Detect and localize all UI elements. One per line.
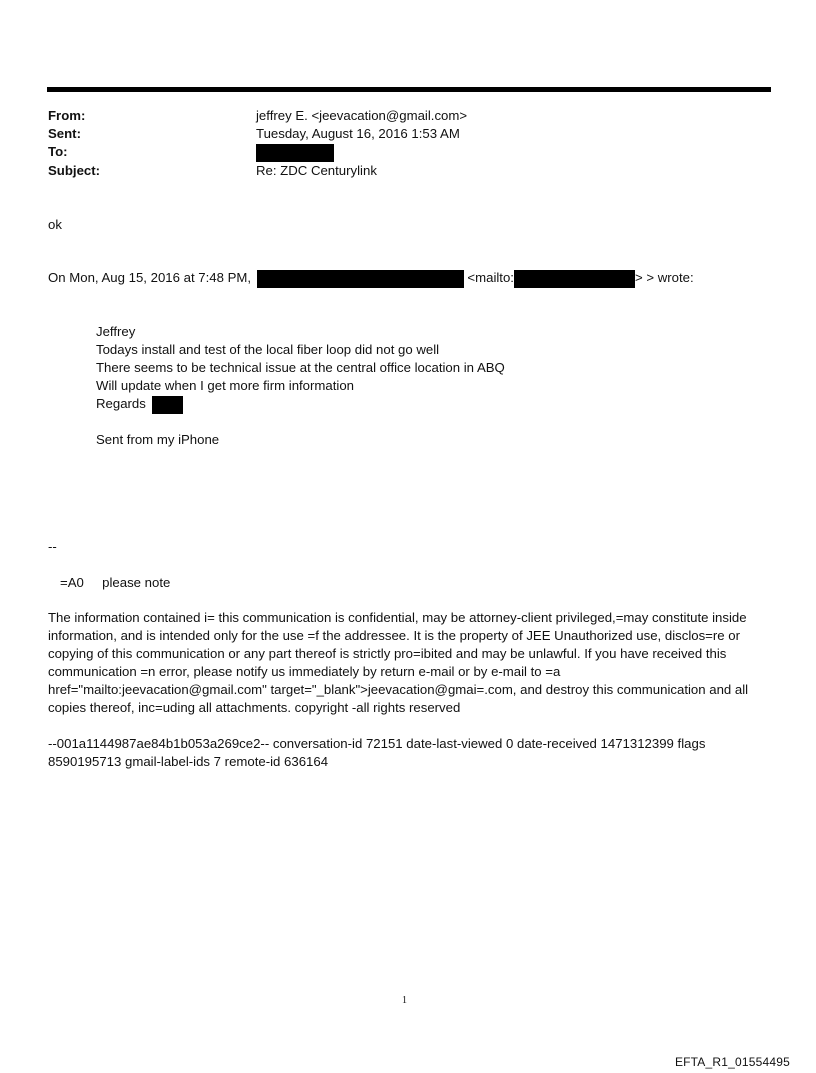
subject-row: [48, 162, 768, 180]
bates-number: EFTA_R1_01554495: [674, 1055, 790, 1069]
signature-dashes: --: [48, 539, 57, 554]
to-row: [48, 143, 768, 161]
to-redaction: [256, 144, 334, 162]
subject-value: Re: ZDC Centurylink: [256, 163, 377, 178]
message-metadata: --001a1144987ae84b1b053a269ce2-- conversation-id 72151 date-last-viewed 0 date-received 1471312399 flags 8590195713 gmail-label-ids 7 remote-id 636164: [48, 736, 706, 769]
sender-redaction: [257, 270, 464, 288]
confidentiality-disclaimer: The information contained i= this communication is confidential, may be attorney-client privileged,=may constitute inside information, and is intended only for the use =f the addressee. It is the property of JEE Unauthorized use, disclos=re or copying of this communication or any part thereof is strictly pro=ibited and may be unlawful. If you have received this communication =n error, please notify us immediately by return e-mail or by e-mail to =a href="mailto:jeevacation@gmail.com" target="_blank">jeevacation@gmai=.com, and destroy this communication and all copies thereof, inc=uding all attachments. copyright -all rights reserved: [48, 610, 749, 715]
regards-redaction: [152, 396, 183, 414]
quote-intro-mailto: <mailto:: [467, 270, 514, 285]
sent-row: [48, 125, 768, 143]
mailto-redaction: [514, 270, 635, 288]
quote-intro-prefix: On Mon, Aug 15, 2016 at 7:48 PM,: [48, 270, 252, 285]
sent-label: Sent:: [48, 126, 81, 141]
quoted-line: Jeffrey: [96, 324, 136, 339]
to-value: [256, 143, 334, 162]
from-row: [48, 107, 768, 125]
quoted-message: [96, 323, 505, 449]
sent-value: Tuesday, August 16, 2016 1:53 AM: [256, 126, 460, 141]
page-number: 1: [402, 995, 407, 1006]
regards-line: [96, 395, 505, 413]
quoted-line: Todays install and test of the local fiber loop did not go well: [96, 342, 440, 357]
quote-spacer: [96, 413, 505, 431]
from-label: From:: [48, 108, 86, 123]
to-label: To:: [48, 144, 68, 159]
subject-label: Subject:: [48, 163, 101, 178]
quote-intro-suffix: > > wrote:: [634, 270, 694, 285]
sent-from-line: Sent from my iPhone: [96, 432, 220, 447]
header-rule: [47, 87, 771, 92]
from-value: jeffrey E. <jeevacation@gmail.com>: [256, 108, 468, 123]
reply-text: ok: [48, 217, 62, 232]
regards-text: Regards: [96, 396, 146, 411]
quoted-line: There seems to be technical issue at the central office location in ABQ: [96, 360, 505, 375]
quote-intro: [48, 269, 694, 288]
please-note: =A0 please note: [60, 575, 171, 590]
quoted-line: Will update when I get more firm information: [96, 378, 354, 393]
